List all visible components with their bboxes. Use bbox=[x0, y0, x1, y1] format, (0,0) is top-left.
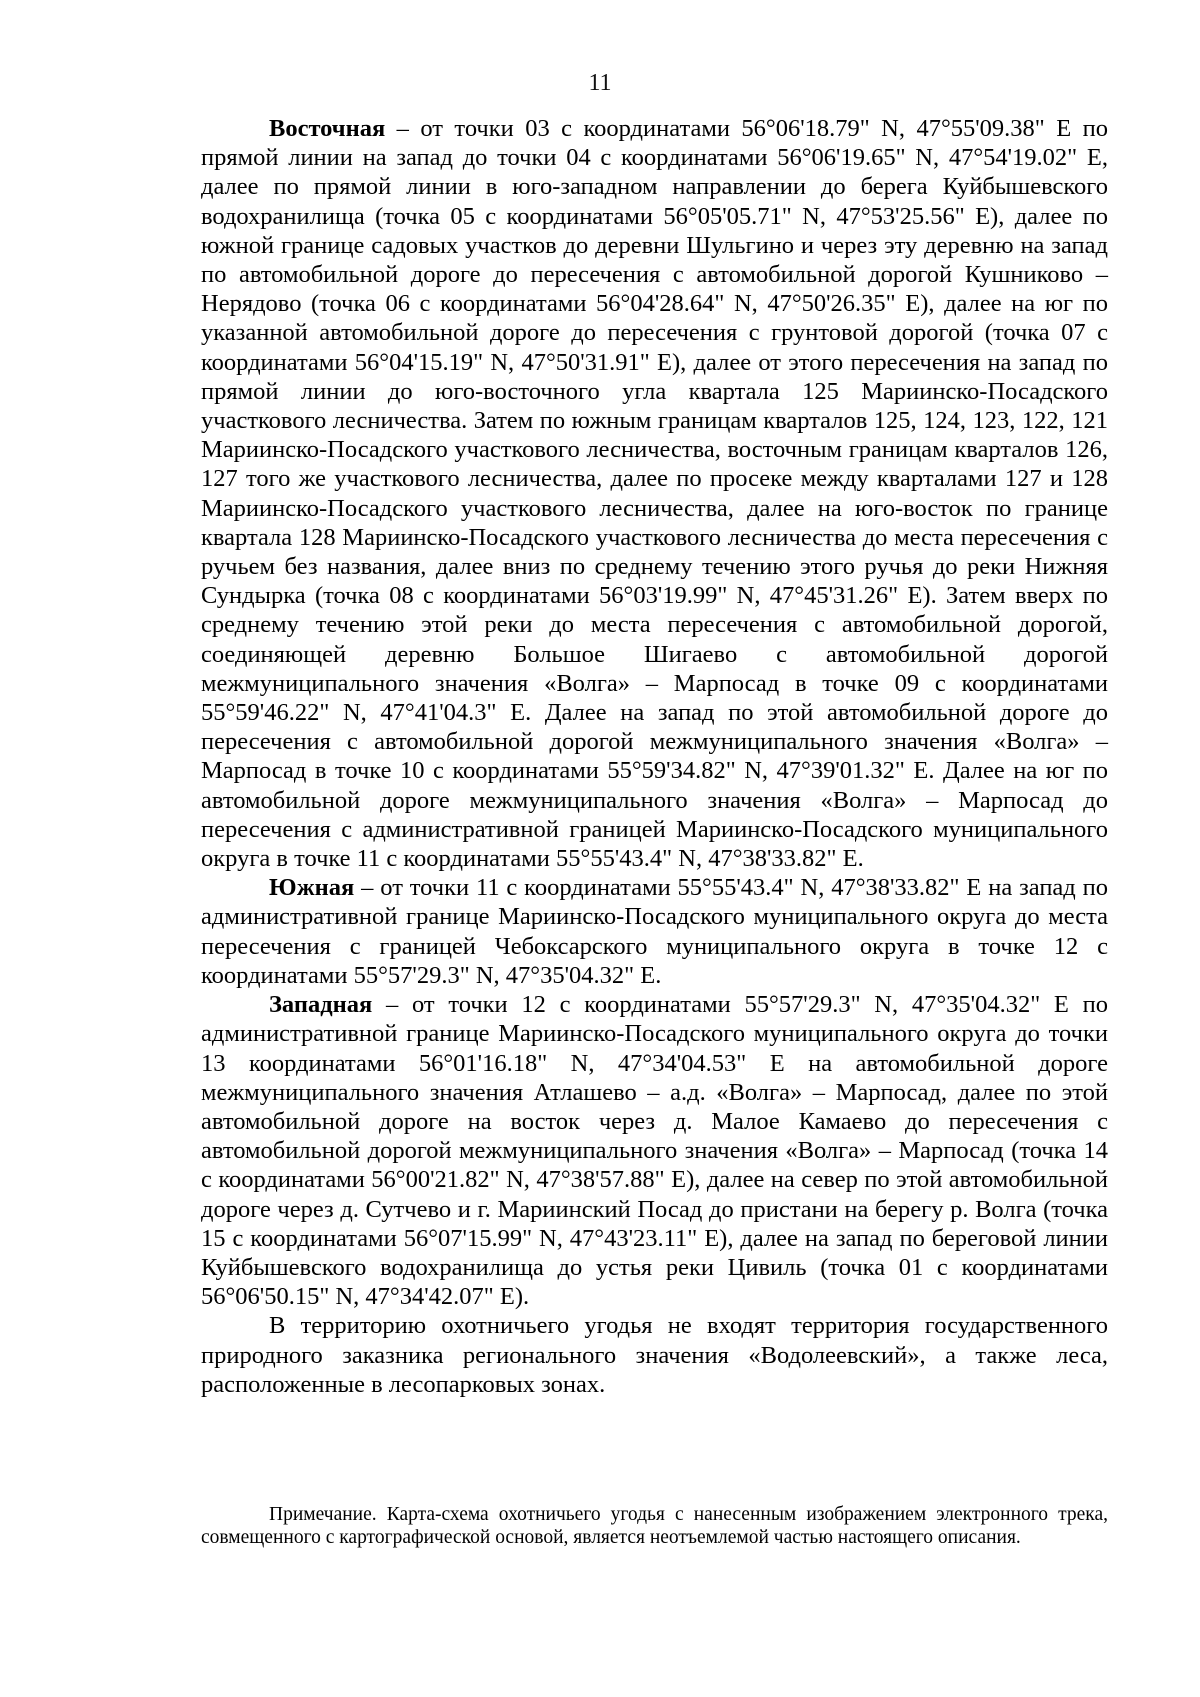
footnote: Примечание. Карта-схема охотничьего угодья с нанесенным изображением электронного трека, совмещенного с картографической основой, является неотъемлемой частью настоящего описания. bbox=[201, 1504, 1108, 1548]
paragraph-west bbox=[201, 990, 1108, 1311]
heading-south: Южная bbox=[269, 874, 355, 902]
text-west: – от точки 12 с координатами 55°57'29.3" N, 47°35'04.32" Е по административной границе Мариинско-Посадского муниципального округа до точки 13 координатами 56°01'16.18" N, 47°34'04.53" Е на автомобильной дороге межмуниципального значения Атлашево – а.д. «Волга» – Марпосад, далее по этой автомобильной дороге на восток через д. Малое Камаево до пересечения с автомобильной дорогой межмуниципального значения «Волга» – Марпосад (точка 14 с координатами 56°00'21.82" N, 47°38'57.88" Е), далее на север по этой автомобильной дороге через д. Сутчево и г. Мариинский Посад до пристани на берегу р. Волга (точка 15 с координатами 56°07'15.99" N, 47°43'23.11" Е), далее на запад по береговой линии Куйбышевского водохранилища до устья реки Цивиль (точка 01 с координатами 56°06'50.15" N, 47°34'42.07" Е). bbox=[201, 991, 1108, 1311]
paragraph-east bbox=[201, 114, 1108, 873]
paragraph-exclusion: В территорию охотничьего угодья не входят территория государственного природного заказника регионального значения «Водолеевский», а также леса, расположенные в лесопарковых зонах. bbox=[201, 1312, 1108, 1398]
heading-east: Восточная bbox=[269, 115, 386, 142]
page-number: 11 bbox=[588, 70, 612, 96]
text-east: – от точки 03 с координатами 56°06'18.79" N, 47°55'09.38" Е по прямой линии на запад до точки 04 с координатами 56°06'19.65" N, 47°54'19.02" Е, далее по прямой линии в юго-западном направлении до берега Куйбышевского водохранилища (точка 05 с координатами 56°05'05.71" N, 47°53'25.56" Е), далее по южной границе садовых участков до деревни Шульгино и через эту деревню на запад по автомобильной дороге до пересечения с автомобильной дорогой Кушниково – Нерядово (точка 06 с координатами 56°04'28.64" N, 47°50'26.35" Е), далее на юг по указанной автомобильной дороге до пересечения с грунтовой дорогой (точка 07 с координатами 56°04'15.19" N, 47°50'31.91" Е), далее от этого пересечения на запад по прямой линии до юго-восточного угла квартала 125 Мариинско-Посадского участкового лесничества. Затем по южным границам кварталов 125, 124, 123, 122, 121 Мариинско-Посадского участкового лесничества, восточным границам кварталов 126, 127 того же участкового лесничества, далее по просеке между кварталами 127 и 128 Мариинско-Посадского участкового лесничества, далее на юго-восток по границе квартала 128 Мариинско-Посадского участкового лесничества до места пересечения с ручьем без названия, далее вниз по среднему течению этого ручья до реки Нижняя Сундырка (точка 08 с координатами 56°03'19.99" N, 47°45'31.26" Е). Затем вверх по среднему течению этой реки до места пересечения с автомобильной дорогой, соединяющей деревню Большое Шигаево с автомобильной дорогой межмуниципального значения «Волга» – Марпосад в точке 09 с координатами 55°59'46.22" N, 47°41'04.3" Е. Далее на запад по этой автомобильной дороге до пересечения с автомобильной дорогой межмуниципального значения «Волга» – Марпосад в точке 10 с координатами 55°59'34.82" N, 47°39'01.32" Е. Далее на юг по автомобильной дороге межмуниципального значения «Волга» – Марпосад до пересечения с административной границей Мариинско-Посадского муниципального округа в точке 11 с координатами 55°55'43.4" N, 47°38'33.82" Е. bbox=[201, 115, 1108, 873]
heading-west: Западная bbox=[269, 991, 373, 1019]
text-south: – от точки 11 с координатами 55°55'43.4" N, 47°38'33.82" Е на запад по административной границе Мариинско-Посадского муниципального округа до места пересечения с границей Чебоксарского муниципального округа в точке 12 с координатами 55°57'29.3" N, 47°35'04.32" Е. bbox=[201, 874, 1108, 989]
paragraph-south bbox=[201, 873, 1108, 990]
document-body bbox=[201, 114, 1108, 1399]
